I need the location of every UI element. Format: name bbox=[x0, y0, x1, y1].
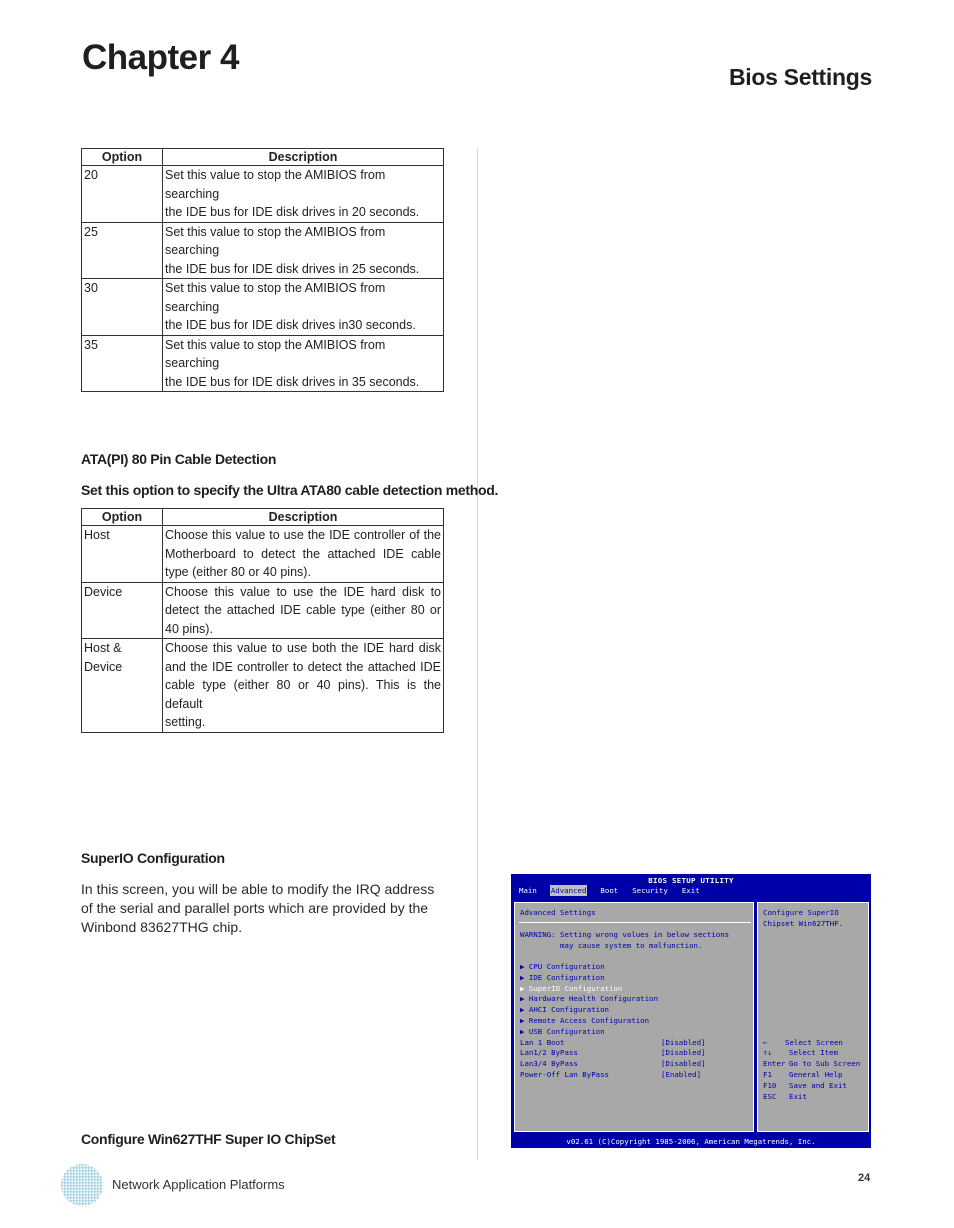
option-header: Option bbox=[82, 149, 163, 166]
description-line: Set this value to stop the AMIBIOS from searching bbox=[165, 168, 386, 201]
bios-menu-item-superio[interactable]: ▶ SuperIO Configuration bbox=[520, 983, 623, 993]
option-line: Device bbox=[84, 584, 123, 599]
table-row bbox=[82, 279, 444, 336]
column-divider bbox=[477, 148, 478, 1160]
table-row bbox=[82, 166, 444, 223]
description-cell bbox=[163, 526, 444, 583]
table-header-row bbox=[82, 149, 444, 166]
description-line: Choose this value to use the IDE controller of the bbox=[165, 528, 441, 542]
description-line: cable type (either 80 or 40 pins). This is the default bbox=[165, 678, 441, 711]
footer-company: Network Application Platforms bbox=[112, 1177, 285, 1192]
option-header: Option bbox=[82, 509, 163, 526]
bios-key-desc: General Help bbox=[789, 1070, 843, 1079]
bios-setting-value[interactable]: [Disabled] bbox=[661, 1059, 706, 1069]
description-cell bbox=[163, 222, 444, 279]
option-cell: 20 bbox=[82, 166, 163, 223]
description-line: the IDE bus for IDE disk drives in 25 seconds. bbox=[165, 261, 420, 276]
bios-warning-line: WARNING: Setting wrong values in below sections bbox=[520, 930, 730, 939]
description-header: Description bbox=[163, 149, 444, 166]
section-title: Bios Settings bbox=[728, 64, 872, 90]
bios-key-desc: Save and Exit bbox=[789, 1080, 847, 1090]
bios-key-desc: Select Item bbox=[789, 1048, 838, 1058]
bios-key-desc: Go to Sub Screen bbox=[789, 1059, 861, 1069]
bios-left-panel bbox=[513, 901, 755, 1133]
timeout-options-table bbox=[81, 148, 444, 392]
description-line: Choose this value to use both the IDE hard disk bbox=[165, 641, 441, 655]
bios-menu-item-ide[interactable]: ▶ IDE Configuration bbox=[520, 972, 605, 982]
description-line: Set this value to stop the AMIBIOS from searching bbox=[165, 224, 386, 257]
ata-intro: Set this option to specify the Ultra ATA80 cable detection method. bbox=[81, 482, 499, 498]
bios-key: ← bbox=[763, 1037, 768, 1047]
bios-setting-name: Power-Off Lan ByPass bbox=[520, 1070, 609, 1079]
bios-key-desc: Select Screen bbox=[785, 1037, 843, 1047]
option-cell bbox=[82, 526, 163, 583]
bios-setting-name: Lan 1 Boot bbox=[520, 1037, 565, 1047]
description-line: Set this value to stop the AMIBIOS from searching bbox=[165, 337, 386, 370]
table-row bbox=[82, 526, 444, 583]
bios-key-desc: Exit bbox=[789, 1091, 807, 1101]
description-line: the IDE bus for IDE disk drives in 20 seconds. bbox=[165, 205, 420, 219]
bios-menu-exit[interactable]: Exit bbox=[681, 886, 700, 895]
description-line: the IDE bus for IDE disk drives in30 seconds. bbox=[165, 318, 416, 332]
bios-menu-item-hardware-health[interactable]: ▶ Hardware Health Configuration bbox=[520, 994, 658, 1004]
bios-menu-item-remote-access[interactable]: ▶ Remote Access Configuration bbox=[520, 1016, 650, 1025]
description-cell bbox=[163, 335, 444, 392]
description-line: setting. bbox=[165, 715, 206, 729]
bios-menubar bbox=[511, 885, 871, 896]
option-cell: 25 bbox=[82, 222, 163, 279]
bios-menu-item-ahci[interactable]: ▶ AHCI Configuration bbox=[520, 1005, 609, 1015]
bios-key: ↑↓ bbox=[763, 1048, 772, 1058]
option-cell bbox=[82, 639, 163, 733]
superio-body: In this screen, you will be able to modify the IRQ address of the serial and parallel ports which are provided by the Winbond 83627THG chip. bbox=[81, 881, 435, 935]
option-cell: 30 bbox=[82, 279, 163, 336]
bios-footer: v02.61 (C)Copyright 1985-2006, American Megatrends, Inc. bbox=[566, 1137, 816, 1146]
bios-menu-main[interactable]: Main bbox=[519, 886, 537, 895]
bios-menu-boot[interactable]: Boot bbox=[600, 886, 619, 895]
bios-warning-line: may cause system to malfunction. bbox=[520, 940, 703, 950]
bios-help-line: Chipset Win627THF. bbox=[763, 918, 844, 928]
description-cell bbox=[163, 639, 444, 733]
table-row bbox=[82, 222, 444, 279]
table-row bbox=[82, 582, 444, 639]
description-cell bbox=[163, 279, 444, 336]
configure-heading: Configure Win627THF Super IO ChipSet bbox=[81, 1131, 336, 1147]
bios-key: F1 bbox=[763, 1070, 772, 1079]
company-logo-icon bbox=[60, 1163, 104, 1207]
option-cell: 35 bbox=[82, 335, 163, 392]
description-line: and the IDE controller to detect the attached IDE bbox=[165, 659, 441, 674]
bios-setting-value[interactable]: [Disabled] bbox=[661, 1048, 706, 1058]
bios-left-title: Advanced Settings bbox=[520, 908, 596, 917]
bios-setting-name: Lan3/4 ByPass bbox=[520, 1059, 578, 1069]
description-line: detect the attached IDE cable type (either 80 or bbox=[165, 603, 441, 617]
bios-key: F10 bbox=[763, 1080, 777, 1090]
option-line: Host & bbox=[84, 641, 122, 655]
bios-setting-name: Lan1/2 ByPass bbox=[520, 1048, 578, 1058]
table-row bbox=[82, 335, 444, 392]
bios-setting-value[interactable]: [Enabled] bbox=[661, 1070, 702, 1079]
description-line: type (either 80 or 40 pins). bbox=[165, 565, 311, 579]
bios-right-panel bbox=[756, 901, 870, 1133]
table-header-row bbox=[82, 509, 444, 526]
bios-menu-item-cpu[interactable]: ▶ CPU Configuration bbox=[520, 962, 605, 971]
bios-menu-item-usb[interactable]: ▶ USB Configuration bbox=[520, 1026, 605, 1036]
bios-menu-security[interactable]: Security bbox=[632, 886, 668, 895]
option-line: Device bbox=[84, 659, 123, 674]
bios-help-line: Configure SuperIO bbox=[763, 908, 839, 917]
ata-heading: ATA(PI) 80 Pin Cable Detection bbox=[81, 451, 277, 467]
description-line: Set this value to stop the AMIBIOS from searching bbox=[165, 281, 386, 314]
description-cell bbox=[163, 582, 444, 639]
bios-title: BIOS SETUP UTILITY bbox=[648, 876, 734, 885]
superio-heading: SuperIO Configuration bbox=[81, 850, 225, 866]
description-cell bbox=[163, 166, 444, 223]
description-line: 40 pins). bbox=[165, 621, 213, 636]
cable-detection-table bbox=[81, 508, 444, 733]
bios-screenshot bbox=[511, 874, 871, 1148]
bios-setting-value[interactable]: [Disabled] bbox=[661, 1037, 706, 1047]
bios-key: Enter bbox=[763, 1059, 786, 1069]
bios-menu-advanced[interactable]: Advanced bbox=[550, 886, 587, 895]
bios-key: ESC bbox=[763, 1091, 777, 1101]
table-row bbox=[82, 639, 444, 733]
description-line: Choose this value to use the IDE hard disk to bbox=[165, 584, 441, 599]
description-line: Motherboard to detect the attached IDE cable bbox=[165, 546, 441, 561]
option-cell bbox=[82, 582, 163, 639]
description-header: Description bbox=[163, 509, 444, 526]
chapter-title: Chapter 4 bbox=[82, 38, 239, 77]
description-line: the IDE bus for IDE disk drives in 35 seconds. bbox=[165, 374, 420, 389]
page-number: 24 bbox=[858, 1172, 871, 1184]
option-line: Host bbox=[84, 528, 110, 542]
bios-separator bbox=[519, 922, 751, 923]
